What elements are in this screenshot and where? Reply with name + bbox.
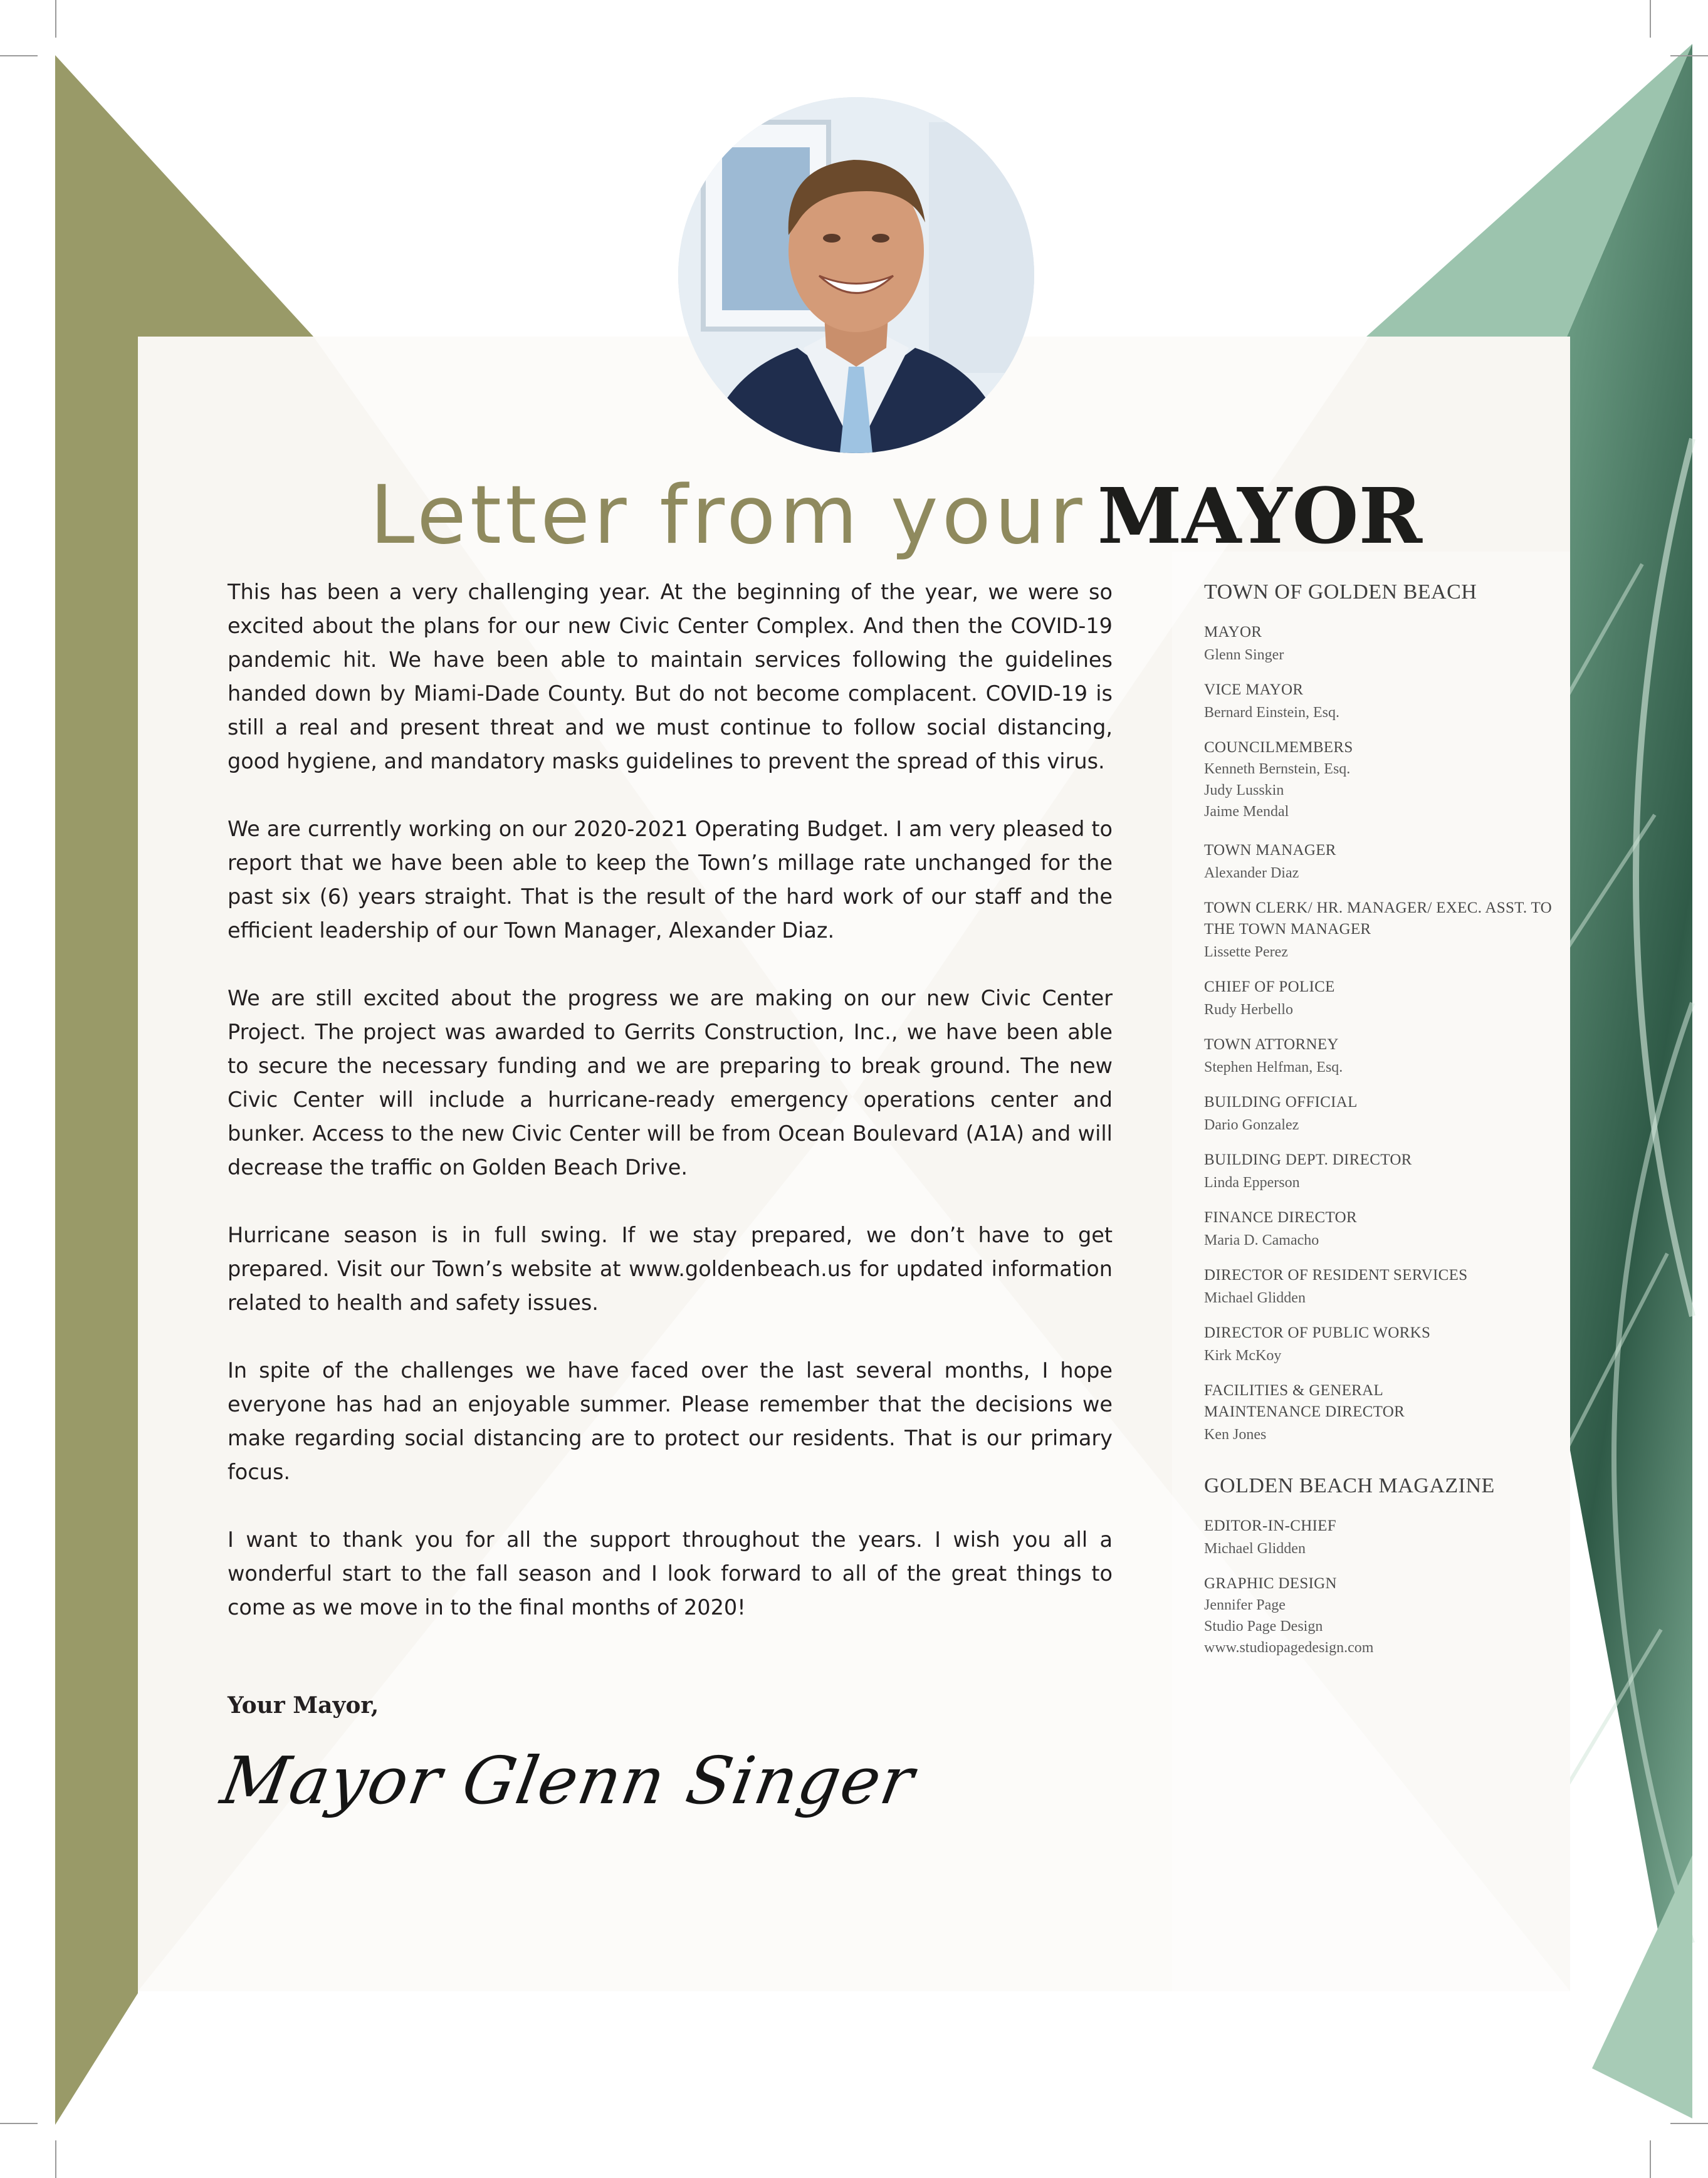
crop-mark (1670, 55, 1708, 56)
masthead-link[interactable]: www.studiopagedesign.com (1204, 1640, 1374, 1656)
masthead-group (1204, 1034, 1555, 1079)
masthead-name: Rudy Herbello (1204, 1002, 1293, 1018)
masthead-role: GRAPHIC DESIGN (1204, 1575, 1337, 1592)
masthead-role: DIRECTOR OF RESIDENT SERVICES (1204, 1267, 1468, 1284)
masthead-name: Kirk McKoy (1204, 1348, 1282, 1364)
masthead-name: Dario Gonzalez (1204, 1117, 1299, 1133)
masthead-role: BUILDING OFFICIAL (1204, 1094, 1358, 1111)
letter-paragraph: This has been a very challenging year. At the beginning of the year, we were so excited about the plans for our new Civic Center Complex. And then the COVID-19 pandemic hit. We have been able to maintain services following the guidelines handed down by Miami-Dade County. But do not become complacent. COVID-19 is still a real and present threat and we must continue to follow social distancing, good hygiene, and mandatory masks guidelines to prevent the spread of this virus. (228, 580, 1113, 773)
mayor-signature: Mayor Glenn Singer (216, 1742, 921, 1819)
letter-paragraph: We are currently working on our 2020-2021 Operating Budget. I am very pleased to report that we have been able to keep the Town’s millage rate unchanged for the past six (6) years straight. That is the result of the hard work of our staff and the efficient leadership of our Town Manager, Alexander Diaz. (228, 817, 1113, 943)
mayor-portrait-photo (678, 97, 1034, 453)
letter-paragraph: We are still excited about the progress we are making on our new Civic Center Project. The project was awarded to Gerrits Construction, Inc., we have been able to secure the necessary funding and we are preparing to break ground. The new Civic Center will include a hurricane-ready emergency operations center and bunker. Access to the new Civic Center will be from Ocean Boulevard (A1A) and will decrease the traffic on Golden Beach Drive. (228, 986, 1113, 1180)
masthead-role: TOWN ATTORNEY (1204, 1036, 1339, 1053)
masthead-group (1204, 1092, 1555, 1137)
masthead-group (1204, 1265, 1555, 1310)
crop-mark (55, 2140, 56, 2178)
masthead-role: CHIEF OF POLICE (1204, 978, 1335, 995)
masthead-role: EDITOR-IN-CHIEF (1204, 1517, 1336, 1534)
crop-mark (0, 55, 38, 56)
masthead-role: TOWN MANAGER (1204, 842, 1336, 859)
title-bold: MAYOR (1097, 471, 1423, 561)
masthead-group (1204, 1207, 1555, 1252)
masthead-role: DIRECTOR OF PUBLIC WORKS (1204, 1324, 1431, 1341)
masthead-name: Jaime Mendal (1204, 804, 1289, 820)
masthead-name: Studio Page Design (1204, 1618, 1323, 1635)
letter-paragraph: I want to thank you for all the support throughout the years. I wish you all a wonderful start to the fall season and I look forward to all of the great things to come as we move in to the final months of 2020! (228, 1527, 1113, 1620)
masthead-group (1204, 840, 1555, 885)
masthead-role: FINANCE DIRECTOR (1204, 1209, 1357, 1226)
olive-triangle-top (55, 55, 313, 337)
page-title (370, 469, 1423, 563)
masthead-group (1204, 1516, 1555, 1561)
crop-mark (1670, 2123, 1708, 2124)
masthead-role: BUILDING DEPT. DIRECTOR (1204, 1151, 1412, 1168)
masthead-group (1204, 1380, 1555, 1447)
letter-body (228, 575, 1113, 1658)
masthead-name: Ken Jones (1204, 1427, 1267, 1443)
masthead-name: Michael Glidden (1204, 1541, 1306, 1557)
masthead-name: Alexander Diaz (1204, 865, 1299, 881)
masthead-group (1204, 1573, 1555, 1658)
masthead-group (1204, 1149, 1555, 1195)
masthead-name: Stephen Helfman, Esq. (1204, 1059, 1343, 1076)
masthead-role: FACILITIES & GENERAL MAINTENANCE DIRECTOR (1204, 1382, 1405, 1420)
title-light: Letter from your (370, 469, 1086, 562)
masthead-group (1204, 976, 1555, 1022)
masthead (1204, 580, 1555, 1671)
masthead-name: Bernard Einstein, Esq. (1204, 704, 1339, 721)
masthead-name: Lissette Perez (1204, 944, 1288, 960)
masthead-name: Linda Epperson (1204, 1175, 1300, 1191)
masthead-name: Glenn Singer (1204, 647, 1284, 663)
masthead-role: COUNCILMEMBERS (1204, 739, 1353, 756)
crop-mark (0, 2123, 38, 2124)
masthead-role: TOWN CLERK/ HR. MANAGER/ EXEC. ASST. TO THE TOWN MANAGER (1204, 899, 1553, 938)
olive-bottom-triangle (55, 1993, 138, 2125)
masthead-name: Kenneth Bernstein, Esq. (1204, 761, 1351, 777)
masthead-group (1204, 679, 1555, 725)
crop-mark (1650, 0, 1651, 38)
masthead-name: Michael Glidden (1204, 1290, 1306, 1306)
crop-mark (55, 0, 56, 38)
masthead-group (1204, 622, 1555, 667)
masthead-role: MAYOR (1204, 624, 1262, 641)
masthead-name: Maria D. Camacho (1204, 1232, 1319, 1249)
masthead-group (1204, 898, 1555, 964)
olive-left-band (55, 337, 138, 2125)
letter-paragraph: In spite of the challenges we have faced over the last several months, I hope everyone has had an enjoyable summer. Please remember that the decisions we make regarding social distancing are to protect our residents. That is our primary focus. (228, 1358, 1113, 1484)
letter-paragraph: Hurricane season is in full swing. If we stay prepared, we don’t have to get prepared. Visit our Town’s website at www.goldenbeach.us for updated information related to health and safety issues. (228, 1223, 1113, 1315)
masthead-role: VICE MAYOR (1204, 681, 1304, 698)
magazine-heading: GOLDEN BEACH MAGAZINE (1204, 1474, 1495, 1497)
masthead-name: Judy Lusskin (1204, 782, 1284, 798)
masthead-group (1204, 1322, 1555, 1368)
crop-mark (1650, 2140, 1651, 2178)
letter-signoff: Your Mayor, (228, 1692, 379, 1719)
town-heading: TOWN OF GOLDEN BEACH (1204, 580, 1477, 604)
masthead-name: Jennifer Page (1204, 1597, 1286, 1613)
masthead-group (1204, 737, 1555, 822)
